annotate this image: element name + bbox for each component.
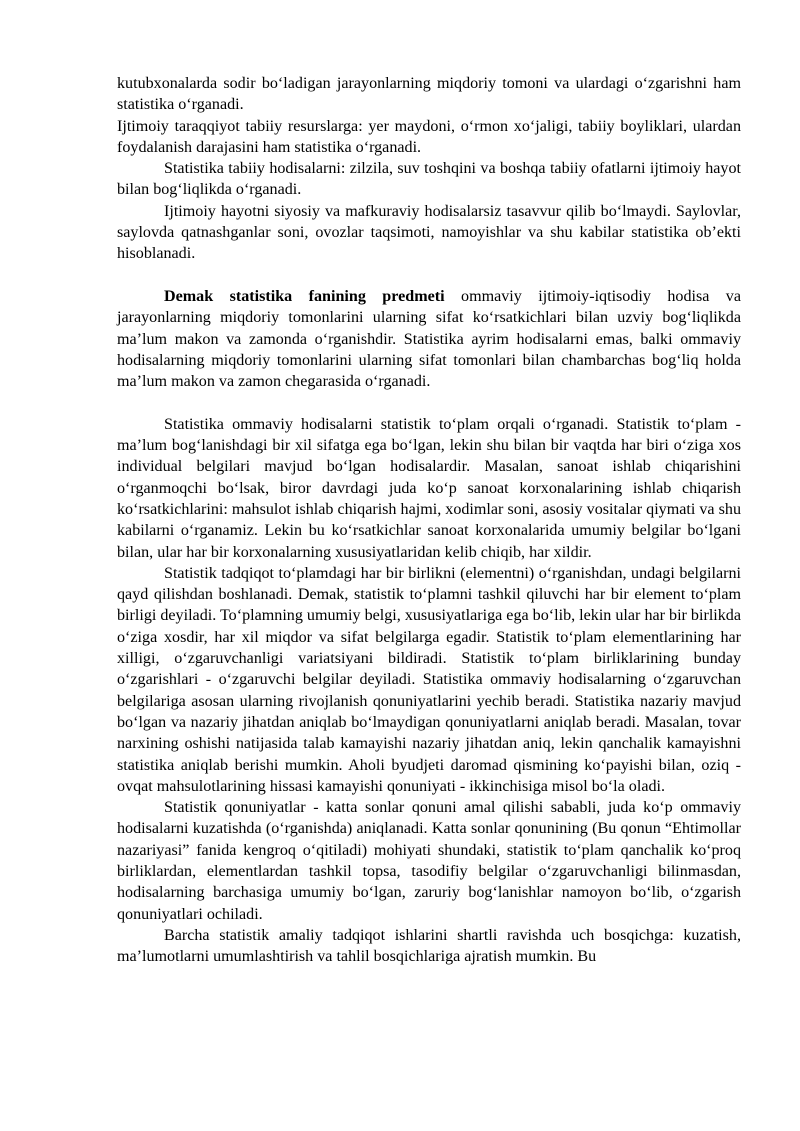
paragraph-4: Ijtimoiy hayotni siyosiy va mafkuraviy hodisalarsiz tasavvur qilib bo‘lmaydi. Saylovlar, saylovda qatnashganlar soni, ovozlar taqsimoti, namoyishlar va shu kabilar statistika ob’ekti hisoblanadi. <box>117 202 741 263</box>
paragraph-5 <box>117 286 741 392</box>
paragraph-2: Ijtimoiy taraqqiyot tabiiy resurslarga: yer maydoni, o‘rmon xo‘jaligi, tabiiy boyliklari, ulardan foydalanish darajasini ham statistika o‘rganadi. <box>117 117 741 156</box>
paragraph-1: kutubxonalarda sodir bo‘ladigan jarayonlarning miqdoriy tomoni va ulardagi o‘zgarishni ham statistika o‘rganadi. <box>117 75 741 114</box>
paragraph-7: Statistik tadqiqot to‘plamdagi har bir birlikni (elementni) o‘rganishdan, undagi belgilarni qayd qilishdan boshlanadi. Demak, statistik to‘plamni tashkil qiluvchi har bir element to‘plam birligi deyiladi. To‘plamning umumiy belgi, xususiyatlariga ega bo‘lib, lekin ular har bir birlikda o‘ziga xosdir, har xil miqdor va sifat belgilarga egadir. Statistik to‘plam elementlarining har xilligi, o‘zgaruvchanligi variatsiyani bildiradi. Statistik to‘plam birliklarining bunday o‘zgarishlari - o‘zgaruvchi belgilar deyiladi. Statistika ommaviy hodisalarning o‘zgaruvchan belgilariga asosan ularning rivojlanish qonuniyatlarini yechib beradi. Statistika nazariy mavjud bo‘lgan va nazariy jihatdan aniqlab bo‘lmaydigan qonuniyatlarni aniqlab beradi. Masalan, tovar narxining oshishi natijasida talab kamayishi nazariy jihatdan aniq, lekin qanchalik kamayishni statistika aniqlab berishi mumkin. Aholi byudjeti daromad qismining ko‘payishi bilan, oziq - ovqat mahsulotlarining hissasi kamayishi qonuniyati - ikkinchisiga misol bo‘la oladi. <box>117 564 741 795</box>
paragraph-gap <box>117 265 741 286</box>
paragraph-3: Statistika tabiiy hodisalarni: zilzila, suv toshqini va boshqa tabiiy ofatlarni ijtimoiy hayot bilan bog‘liqlikda o‘rganadi. <box>117 160 741 199</box>
bold-lead-term: Demak statistika fanining predmeti <box>164 287 445 305</box>
document-page <box>117 73 741 967</box>
paragraph-gap <box>117 392 741 413</box>
paragraph-5-body: ommaviy ijtimoiy-iqtisodiy hodisa va jarayonlarning miqdoriy tomonlarini ularning sifat ko‘rsatkichlari bilan uzviy bog‘liqlikda ma’lum makon va zamonda o‘rganishdir. Statistika ayrim hodisalarni emas, balki ommaviy hodisalarning miqdoriy tomonlarini ularning sifat tomonlari bilan chambarchas bog‘liq holda ma’lum makon va zamon chegarasida o‘rganadi. <box>117 287 741 391</box>
paragraph-8: Statistik qonuniyatlar - katta sonlar qonuni amal qilishi sababli, juda ko‘p ommaviy hodisalarni kuzatishda (o‘rganishda) aniqlanadi. Katta sonlar qonunining (Bu qonun “Ehtimollar nazariyasi” fanida kengroq o‘qitiladi) mohiyati shundaki, statistik to‘plam qanchalik ko‘proq birliklardan, elementlardan tashkil topsa, tasodifiy belgilar o‘zgaruvchanligi bilinmasdan, hodisalarning barchasiga umumiy bo‘lgan, zaruriy bog‘lanishlar namoyon bo‘lib, o‘zgarish qonuniyatlari ochiladi. <box>117 799 741 923</box>
paragraph-6: Statistika ommaviy hodisalarni statistik to‘plam orqali o‘rganadi. Statistik to‘plam - ma’lum bog‘lanishdagi bir xil sifatga ega bo‘lgan, lekin shu bilan bir vaqtda har biri o‘ziga xos individual belgilari mavjud bo‘lgan hodisalardir. Masalan, sanoat ishlab chiqarishini o‘rganmoqchi bo‘lsak, biror davrdagi juda ko‘p sanoat korxonalarining ishlab chiqarish ko‘rsatkichlarini: mahsulot ishlab chiqarish hajmi, xodimlar soni, asosiy vositalar qiymati va shu kabilarni o‘rganamiz. Lekin bu ko‘rsatkichlar sanoat korxonalarida umumiy belgilar bo‘lgani bilan, ular har bir korxonalarning xususiyatlaridan kelib chiqib, har xildir. <box>117 415 741 561</box>
paragraph-9: Barcha statistik amaliy tadqiqot ishlarini shartli ravishda uch bosqichga: kuzatish, ma’lumotlarni umumlashtirish va tahlil bosqichlariga ajratish mumkin. Bu <box>117 926 741 966</box>
